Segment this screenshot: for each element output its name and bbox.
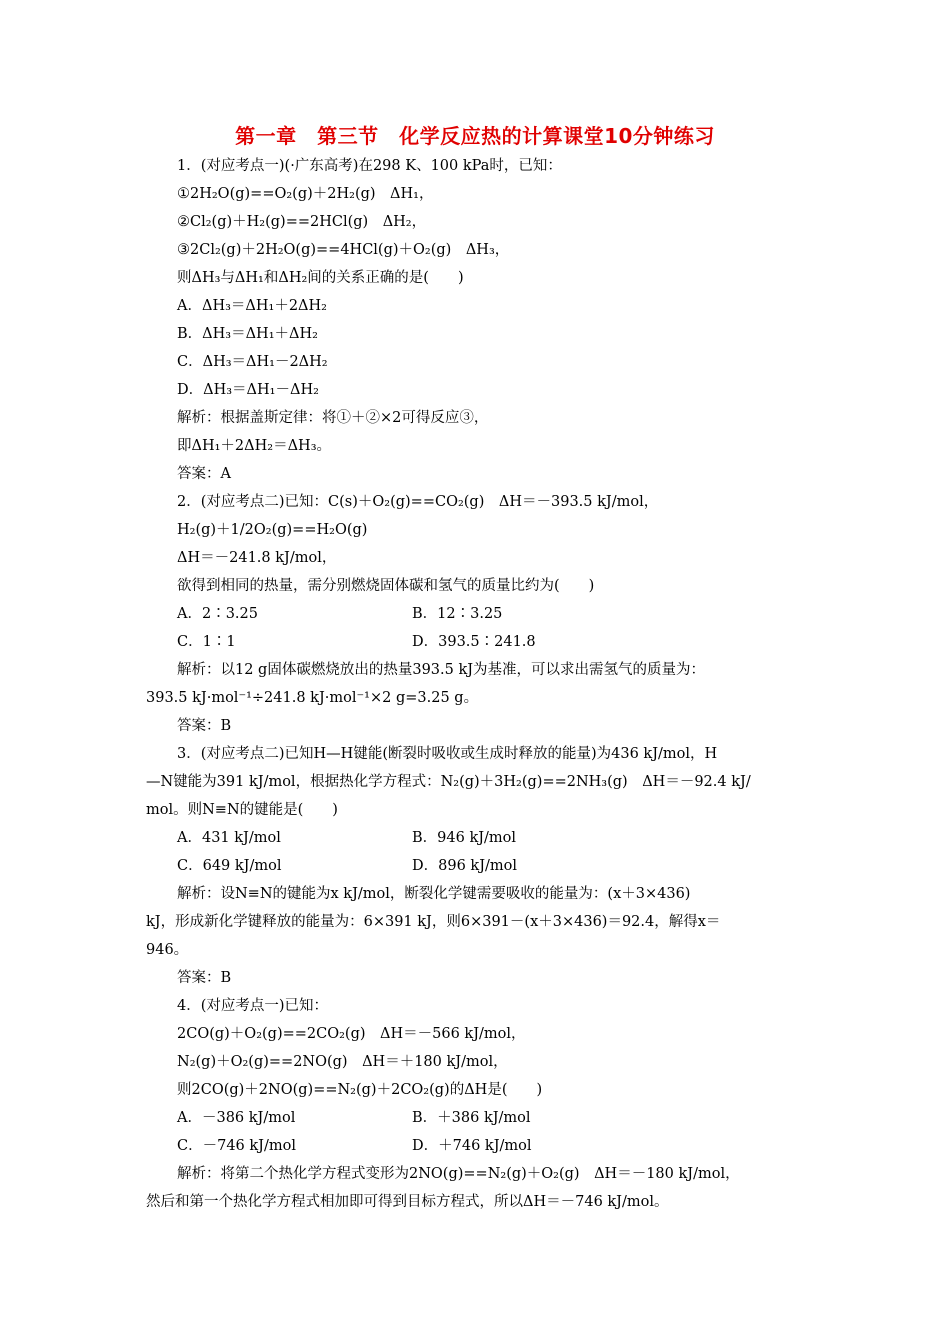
q1-answer: 答案：A	[177, 466, 231, 482]
q1-equation-3: ③2Cl₂(g)＋2H₂O(g)==4HCl(g)＋O₂(g) ΔH₃，	[177, 242, 510, 258]
q3-options-row-2	[177, 856, 518, 876]
q4-question: 则2CO(g)＋2NO(g)==N₂(g)＋2CO₂(g)的ΔH是( )	[177, 1082, 543, 1098]
q4-option-a: A．－386 kJ/mol	[177, 1110, 296, 1126]
q1-option-b: B．ΔH₃＝ΔH₁＋ΔH₂	[177, 326, 318, 342]
q2-answer: 答案：B	[177, 718, 232, 734]
q4-explanation-1: 解析：将第二个热化学方程式变形为2NO(g)==N₂(g)＋O₂(g) ΔH＝－180 kJ/mol，	[177, 1166, 740, 1182]
q1-option-c: C．ΔH₃＝ΔH₁－2ΔH₂	[177, 354, 328, 370]
q3-explanation-3: 946。	[146, 942, 189, 958]
q2-stem: 2．(对应考点二)已知：C(s)＋O₂(g)==CO₂(g) ΔH＝－393.5 kJ/mol，	[177, 494, 659, 510]
q3-answer: 答案：B	[177, 970, 232, 986]
q1-equation-2: ②Cl₂(g)＋H₂(g)==2HCl(g) ΔH₂，	[177, 214, 427, 230]
q3-explanation-1: 解析：设N≡N的键能为x kJ/mol，断裂化学键需要吸收的能量为：(x＋3×436)	[177, 886, 691, 902]
q2-option-a: A．2∶3.25	[177, 606, 258, 622]
q3-option-b: B．946 kJ/mol	[412, 830, 517, 846]
q1-stem: 1．(对应考点一)(·广东高考)在298 K、100 kPa时，已知：	[177, 158, 562, 174]
q3-option-c: C．649 kJ/mol	[177, 858, 282, 874]
q4-explanation-2: 然后和第一个热化学方程式相加即可得到目标方程式，所以ΔH＝－746 kJ/mol。	[146, 1194, 669, 1210]
q1-option-a: A．ΔH₃＝ΔH₁＋2ΔH₂	[177, 298, 327, 314]
q3-stem-2: —N键能为391 kJ/mol，根据热化学方程式：N₂(g)＋3H₂(g)==2NH₃(g) ΔH＝－92.4 kJ/	[146, 774, 751, 790]
q4-equation-1: 2CO(g)＋O₂(g)==2CO₂(g) ΔH＝－566 kJ/mol，	[177, 1026, 526, 1042]
q2-option-b: B．12∶3.25	[412, 606, 503, 622]
q2-equation-1: H₂(g)＋1/2O₂(g)==H₂O(g)	[177, 522, 368, 538]
q4-options-row-1	[177, 1108, 531, 1128]
q1-option-d: D．ΔH₃＝ΔH₁－ΔH₂	[177, 382, 319, 398]
q2-question: 欲得到相同的热量，需分别燃烧固体碳和氢气的质量比约为( )	[177, 578, 595, 594]
q2-options-row-2	[177, 632, 536, 652]
q4-equation-2: N₂(g)＋O₂(g)==2NO(g) ΔH＝＋180 kJ/mol，	[177, 1054, 508, 1070]
page-title: 第一章 第三节 化学反应热的计算课堂10分钟练习	[235, 124, 715, 148]
q3-option-d: D．896 kJ/mol	[412, 858, 518, 874]
q4-option-c: C．－746 kJ/mol	[177, 1138, 296, 1154]
q1-explanation-1: 解析：根据盖斯定律：将①＋②×2可得反应③，	[177, 410, 489, 426]
q3-explanation-2: kJ，形成新化学键释放的能量为：6×391 kJ，则6×391－(x＋3×436)＝92.4，解得x＝	[146, 914, 721, 930]
q1-explanation-2: 即ΔH₁＋2ΔH₂＝ΔH₃。	[177, 438, 332, 454]
q3-option-a: A．431 kJ/mol	[177, 830, 281, 846]
q2-explanation-2: 393.5 kJ·mol⁻¹÷241.8 kJ·mol⁻¹×2 g=3.25 g。	[146, 690, 479, 706]
q2-equation-2: ΔH＝－241.8 kJ/mol，	[177, 550, 337, 566]
q2-options-row-1	[177, 604, 503, 624]
q4-options-row-2	[177, 1136, 532, 1156]
q4-option-b: B．＋386 kJ/mol	[412, 1110, 531, 1126]
q1-question: 则ΔH₃与ΔH₁和ΔH₂间的关系正确的是( )	[177, 270, 464, 286]
q2-option-d: D．393.5∶241.8	[412, 634, 536, 650]
q3-options-row-1	[177, 828, 517, 848]
q3-stem-1: 3．(对应考点二)已知H—H键能(断裂时吸收或生成时释放的能量)为436 kJ/mol，H	[177, 746, 718, 762]
q4-option-d: D．＋746 kJ/mol	[412, 1138, 532, 1154]
q2-option-c: C．1∶1	[177, 634, 236, 650]
q4-stem: 4．(对应考点一)已知：	[177, 998, 329, 1014]
q1-equation-1: ①2H₂O(g)==O₂(g)＋2H₂(g) ΔH₁，	[177, 186, 434, 202]
q2-explanation-1: 解析：以12 g固体碳燃烧放出的热量393.5 kJ为基准，可以求出需氢气的质量为：	[177, 662, 706, 678]
q3-stem-3: mol。则N≡N的键能是( )	[146, 802, 338, 818]
